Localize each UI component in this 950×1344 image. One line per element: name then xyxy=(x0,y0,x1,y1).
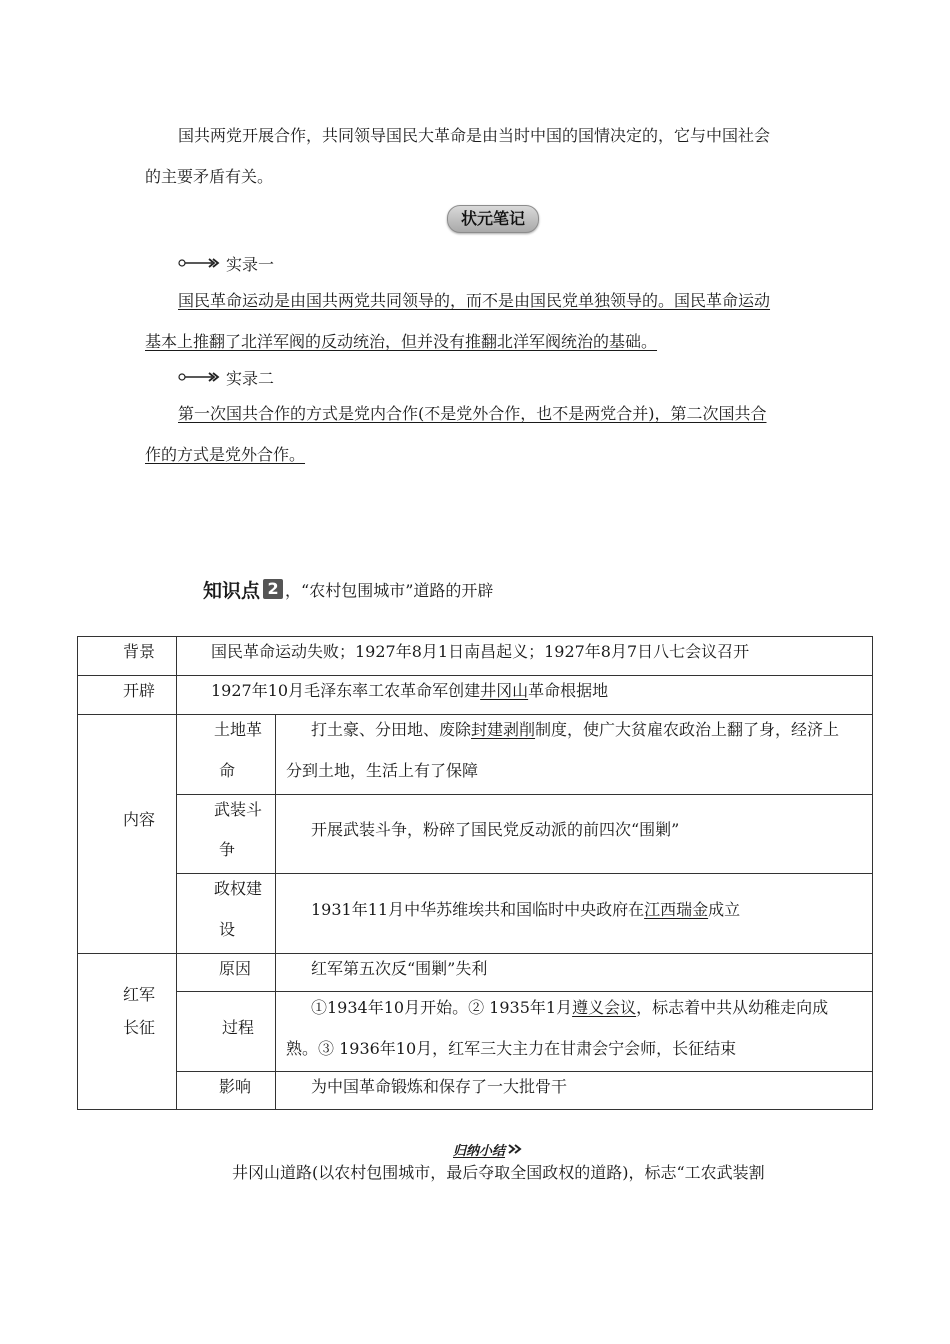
table-column-rule xyxy=(275,714,276,1110)
table-rule xyxy=(176,1071,872,1072)
knowledge-point-number: 2 xyxy=(263,579,283,599)
sub-label-regime-1: 政权建 xyxy=(214,879,263,898)
cause-text: 红军第五次反“围剿”失利 xyxy=(311,959,488,978)
sub-label-land-2: 命 xyxy=(219,761,236,780)
summary-text: 井冈山道路(以农村包围城市，最后夺取全国政权的道路)，标志“工农武装割 xyxy=(232,1163,765,1182)
row-label-background: 背景 xyxy=(123,642,156,661)
record2-line-2: 作的方式是党外合作。 xyxy=(145,445,306,464)
sub-label-armed-1: 武装斗 xyxy=(214,800,263,819)
process-text-2: 熟。③ 1936年10月，红军三大主力在甘肃会宁会师，长征结束 xyxy=(286,1039,737,1058)
knowledge-point-title: ，“农村包围城市”道路的开辟 xyxy=(285,580,494,600)
table-rule xyxy=(176,873,872,874)
sub-label-impact: 影响 xyxy=(219,1077,252,1096)
table-rule xyxy=(176,794,872,795)
record2-label: 实录二 xyxy=(226,368,275,388)
sub-label-cause: 原因 xyxy=(219,959,252,978)
record1-line-1: 国民革命运动是由国共两党共同领导的，而不是由国民党单独领导的。国民革命运动 xyxy=(178,291,771,310)
record2-line-1: 第一次国共合作的方式是党内合作(不是党外合作，也不是两党合并)，第二次国共合 xyxy=(178,404,767,423)
land-text-1: 打土豪、分田地、废除封建剥削制度，使广大贫雇农政治上翻了身，经济上 xyxy=(311,720,840,739)
table-border-left xyxy=(77,636,78,1110)
sub-label-regime-2: 设 xyxy=(219,920,236,939)
double-chevron-icon xyxy=(508,1144,522,1154)
table-rule xyxy=(77,675,872,676)
table-border-bottom xyxy=(77,1109,873,1110)
table-rule xyxy=(77,953,872,954)
intro-line-1: 国共两党开展合作，共同领导国民大革命是由当时中国的国情决定的，它与中国社会 xyxy=(178,126,771,145)
land-text-2: 分到土地，生活上有了保障 xyxy=(286,761,479,780)
row-label-march-2: 长征 xyxy=(123,1018,156,1037)
row-text-background: 国民革命运动失败；1927年8月1日南昌起义；1927年8月7日八七会议召开 xyxy=(211,642,750,661)
armed-text: 开展武装斗争，粉碎了国民党反动派的前四次“围剿” xyxy=(311,820,680,839)
regime-text: 1931年11月中华苏维埃共和国临时中央政府在江西瑞金成立 xyxy=(311,900,741,919)
record1-label: 实录一 xyxy=(226,254,275,274)
table-column-rule xyxy=(176,636,177,1110)
knowledge-point-prefix: 知识点 xyxy=(203,579,261,602)
notes-badge: 状元笔记 xyxy=(447,205,539,233)
row-label-pioneer: 开辟 xyxy=(123,681,156,700)
sub-label-land-1: 土地革 xyxy=(214,720,263,739)
table-rule xyxy=(77,714,872,715)
table-border-right xyxy=(872,636,873,1110)
intro-line-2: 的主要矛盾有关。 xyxy=(145,167,274,186)
process-text-1: ①1934年10月开始。② 1935年1月遵义会议，标志着中共从幼稚走向成 xyxy=(311,998,829,1017)
row-text-pioneer: 1927年10月毛泽东率工农革命军创建井冈山革命根据地 xyxy=(211,681,609,700)
record1-line-2: 基本上推翻了北洋军阀的反动统治，但并没有推翻北洋军阀统治的基础。 xyxy=(145,332,658,351)
row-label-content: 内容 xyxy=(123,810,156,829)
table-border-top xyxy=(77,636,872,637)
row-label-march-1: 红军 xyxy=(123,985,156,1004)
table-rule xyxy=(176,991,872,992)
impact-text: 为中国革命锻炼和保存了一大批骨干 xyxy=(311,1077,568,1096)
sub-label-process: 过程 xyxy=(222,1018,255,1037)
summary-heading xyxy=(453,1140,522,1158)
sub-label-armed-2: 争 xyxy=(219,840,236,859)
summary-heading-text: 归纳小结 xyxy=(453,1143,506,1159)
